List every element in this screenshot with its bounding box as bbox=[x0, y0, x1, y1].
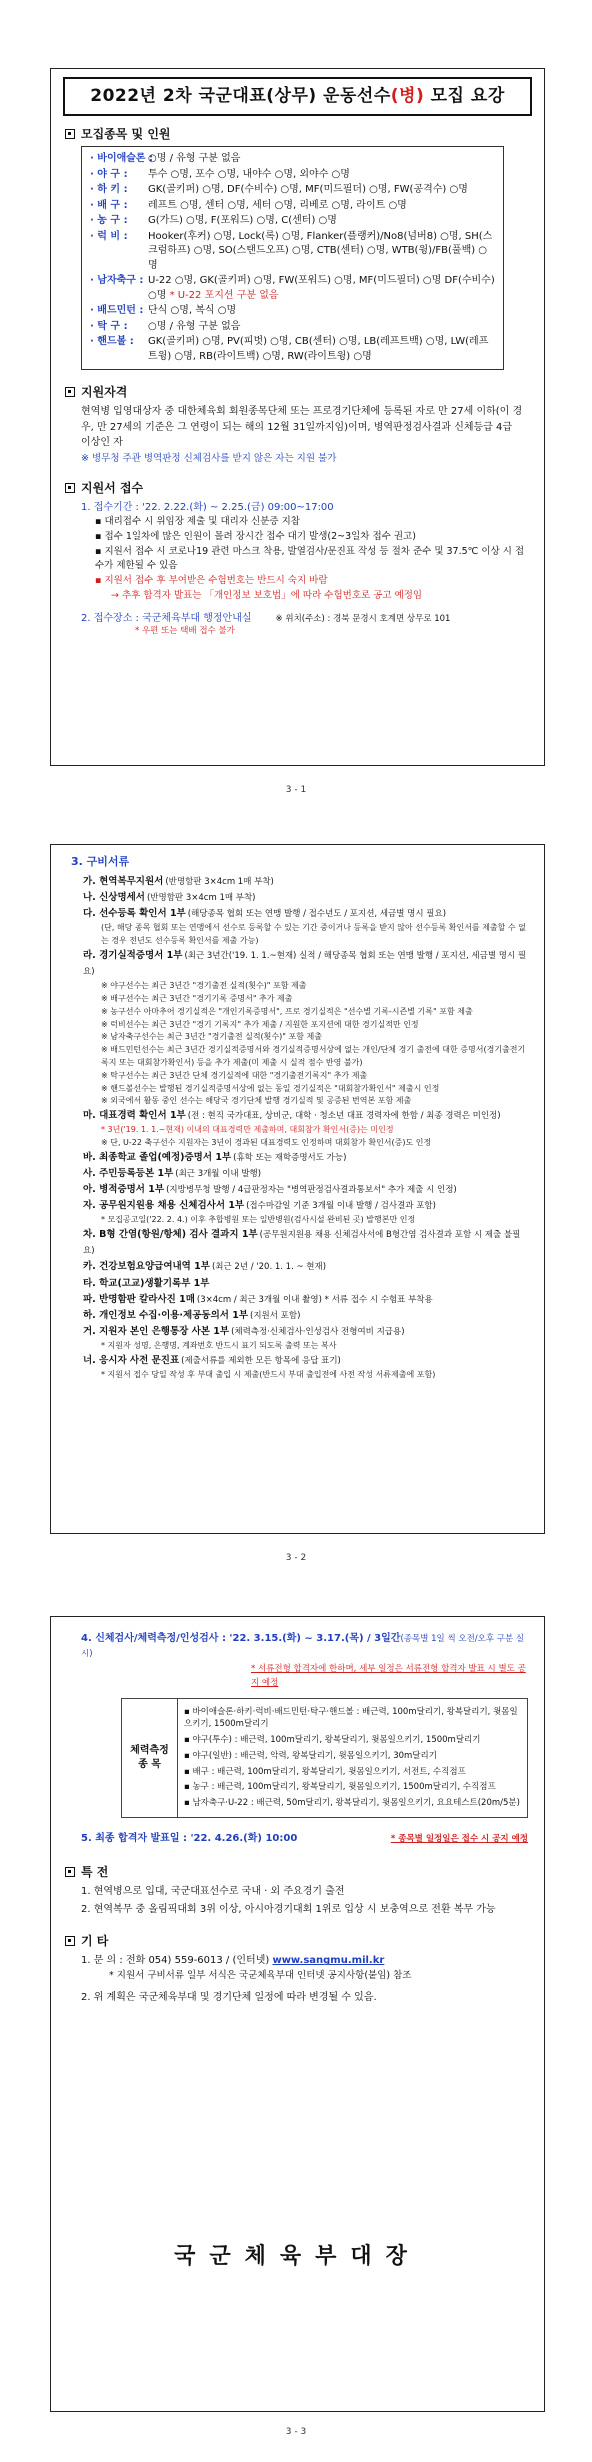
square-bullet-icon bbox=[65, 387, 75, 397]
recruit-row bbox=[90, 199, 495, 214]
doc-item: 다. 선수등록 확인서 1부 (해당종목 협회 또는 연맹 발행 / 접수년도 / 포지션, 세금별 명시 필요) bbox=[83, 908, 447, 920]
recruit-positions: 투수 ○명, 포수 ○명, 내야수 ○명, 외야수 ○명 bbox=[148, 168, 350, 180]
square-bullet-icon bbox=[65, 483, 75, 493]
document-title bbox=[63, 77, 532, 116]
page-2 bbox=[50, 844, 545, 1534]
doc-subnote: ※ 럭비선수는 최근 3년간 "경기 기록지" 추가 제출 / 지원한 포지션에 대한 경기실적만 인정 bbox=[101, 1019, 419, 1029]
recruit-row bbox=[90, 274, 495, 303]
fitness-rows bbox=[178, 1699, 527, 1817]
recruit-row bbox=[90, 230, 495, 274]
doc-item: 자. 공무원지원용 채용 신체검사서 1부 (접수마감일 기준 3개월 이내 발행 / 검사결과 포함) bbox=[83, 1200, 436, 1212]
recruit-positions: GK(골키퍼) ○명, DF(수비수) ○명, MF(미드필더) ○명, FW(공격수) ○명 bbox=[148, 184, 468, 196]
title-suffix: 모집 요강 bbox=[424, 86, 505, 106]
issuer-signature: 국군체육부대장 bbox=[174, 2244, 421, 2269]
doc-item: 라. 경기실적증명서 1부 (최근 3년간('19. 1. 1.~현재) 실적 / 해당종목 협회 또는 연맹 발행 / 포지션, 세금별 명시 필요) bbox=[83, 949, 527, 977]
recruit-positions: ○명 / 유형 구분 없음 bbox=[148, 320, 241, 332]
schedule-item: 4. 신체검사/체력측정/인성검사 : '22. 3.15.(화) ~ 3.17.(목) / 3일간 bbox=[81, 1633, 401, 1644]
fitness-label: 체력측정 종 목 bbox=[122, 1699, 178, 1817]
recruit-sport: · 배 구 : bbox=[90, 199, 128, 211]
doc-item: 거. 지원자 본인 은행통장 사본 1부 (체력측정·신체검사·인성검사 전형여비 지급용) bbox=[83, 1326, 405, 1338]
recruit-sport: · 남자축구 : bbox=[90, 275, 144, 287]
recruit-sport: · 바이애슬론 : bbox=[90, 153, 154, 165]
apply-red-note: ▪ 지원서 접수 후 부여받은 수험번호는 반드시 숙지 바람 bbox=[95, 575, 328, 587]
doc-subnote: * 모집공고일('22. 2. 4.) 이후 추합병원 또는 일반병원(검사시설 완비된 곳) 발행본만 인정 bbox=[101, 1215, 416, 1225]
schedule-tail: (종목별 1일 씩 오전/오후 구분 실시) bbox=[81, 1634, 525, 1660]
square-bullet-icon bbox=[65, 129, 75, 139]
apply-red-note-2: → 추후 합격자 발표는 「개인정보 보호법」에 따라 수험번호로 공고 예정임 bbox=[111, 589, 423, 601]
recruit-sport: · 핸드볼 : bbox=[90, 336, 134, 348]
doc-item: 타. 학교(고교)생활기록부 1부 bbox=[83, 1277, 210, 1289]
fitness-row: ▪ 바이애슬론·하키·럭비·배드민턴·탁구·핸드볼 : 배근력, 100m달리기, 왕복달리기, 윗몸일으키기, 1500m달리기 bbox=[184, 1706, 518, 1730]
docs-list bbox=[71, 874, 528, 1382]
doc-subnote: ※ 탁구선수는 최근 3년간 단체 경기실적에 대한 "경기출전기록지" 추가 제출 bbox=[101, 1070, 368, 1080]
docs-heading: 3. 구비서류 bbox=[71, 855, 130, 868]
change-notice: 2. 위 계획은 국군체육부대 및 경기단체 일정에 따라 변경될 수 있음. bbox=[81, 1991, 377, 2003]
qualification-text: 현역병 입영대상자 중 대한체육회 회원종목단체 또는 프로경기단체에 등록된 자로 만 27세 이하(이 경우, 만 27세의 기준은 그 연령이 되는 해의 12월 31일까지임)이며, 병역판정검사결과 신체등급 4급 이상인 자 bbox=[81, 406, 523, 449]
doc-item: 카. 건강보험요양급여내역 1부 (최근 2년 / '20. 1. 1. ~ 현재) bbox=[83, 1261, 327, 1273]
apply-item: ▪ 지원서 접수 시 코로나19 관련 마스크 착용, 발열검사/문진표 작성 등 절차 준수 및 37.5℃ 이상 시 접수가 제한될 수 있음 bbox=[95, 545, 525, 572]
doc-item: 파. 반명함판 칼라사진 1매 (3×4cm / 최근 3개월 이내 촬영) * 서류 접수 시 수험표 부착용 bbox=[83, 1293, 433, 1305]
doc-subnote: ※ 야구선수는 최근 3년간 "경기출전 실적(횟수)" 포함 제출 bbox=[101, 981, 307, 991]
apply-item: ▪ 대리접수 시 위임장 제출 및 대리자 신분증 지참 bbox=[95, 516, 300, 528]
doc-subnote: * 3년('19. 1. 1.~현재) 이내의 대표경력만 제출하며, 대회참가 확인서(증)는 미인정 bbox=[101, 1125, 394, 1135]
recruit-box bbox=[81, 146, 504, 370]
recruit-sport: · 야 구 : bbox=[90, 168, 128, 180]
recruit-positions: 레프트 ○명, 센터 ○명, 세터 ○명, 리베로 ○명, 라이트 ○명 bbox=[148, 199, 407, 211]
doc-subnote: * 지원서 접수 당일 작성 후 부대 출입 시 제출(반드시 부대 출입전에 사전 작성 서류제출에 포함) bbox=[101, 1370, 436, 1380]
recruit-positions: G(가드) ○명, F(포워드) ○명, C(센터) ○명 bbox=[148, 215, 337, 227]
schedule-note: * 서류전형 합격자에 한하며, 세부 일정은 서류전형 합격자 발표 시 별도 공지 예정 bbox=[251, 1664, 526, 1688]
doc-item: 나. 신상명세서 (반명함판 3×4cm 1매 부착) bbox=[83, 891, 256, 903]
section-recruit: 모집종목 및 인원 bbox=[65, 126, 530, 142]
recruit-row bbox=[90, 335, 495, 364]
apply-address: ※ 위치(주소) : 경북 문경시 호계면 상무로 101 bbox=[275, 613, 451, 624]
fitness-table bbox=[121, 1698, 528, 1818]
title-main: 2022년 2차 국군대표(상무) 운동선수 bbox=[90, 86, 391, 106]
page-1 bbox=[50, 68, 545, 766]
final-result: 5. 최종 합격자 발표일 : '22. 4.26.(화) 10:00 bbox=[81, 1832, 298, 1844]
doc-item: 바. 최종학교 졸업(예정)증명서 1부 (휴학 또는 재학증명서도 가능) bbox=[83, 1151, 347, 1163]
doc-subnote: ※ 단, U-22 축구선수 지원자는 3년이 경과된 대표경력도 인정하며 대회참가 확인서(증)도 인정 bbox=[101, 1138, 432, 1148]
section-qualification: 지원자격 bbox=[65, 384, 530, 400]
section-etc: 기 타 bbox=[65, 1933, 530, 1949]
square-bullet-icon bbox=[65, 1936, 75, 1946]
apply-place: 2. 접수장소 : 국군체육부대 행정안내실 bbox=[81, 612, 252, 624]
recruit-positions: 단식 ○명, 복식 ○명 bbox=[148, 305, 237, 317]
doc-subnote: ※ 외국에서 활동 중인 선수는 해당국 경기단체 발행 경기실적 및 공증된 번역본 포함 제출 bbox=[101, 1096, 412, 1106]
recruit-sport: · 탁 구 : bbox=[90, 320, 128, 332]
doc-item: 너. 응시자 사전 문진표 (제출서류를 제외한 모든 항목에 응답 표기) bbox=[83, 1354, 341, 1366]
fitness-row: ▪ 농구 : 배근력, 100m달리기, 왕복달리기, 윗몸일으키기, 1500m달리기, 수직점프 bbox=[184, 1782, 496, 1793]
recruit-sport: · 농 구 : bbox=[90, 215, 128, 227]
fitness-row: ▪ 야구(투수) : 배근력, 100m달리기, 왕복달리기, 윗몸일으키기, 1500m달리기 bbox=[184, 1735, 481, 1746]
fitness-row: ▪ 남자축구·U-22 : 배근력, 50m달리기, 왕복달리기, 윗몸일으키기, 요요테스트(20m/5분) bbox=[184, 1798, 520, 1809]
doc-item: 마. 대표경력 확인서 1부 (전 : 현직 국가대표, 상비군, 대학 · 청소년 대표 경력자에 한함 / 최종 경력은 미인정) bbox=[83, 1110, 501, 1122]
recruit-row bbox=[90, 214, 495, 229]
recruit-row bbox=[90, 304, 495, 319]
doc-subnote: ※ 남자축구선수는 최근 3년간 "경기출전 실적(횟수)" 포함 제출 bbox=[101, 1032, 322, 1042]
recruit-row bbox=[90, 183, 495, 198]
recruit-positions: ○명 / 유형 구분 없음 bbox=[148, 153, 241, 165]
perk-item: 1. 현역병으로 입대, 국군대표선수로 국내 · 외 주요경기 출전 bbox=[81, 1886, 345, 1898]
apply-item: ▪ 접수 1일차에 많은 인원이 몰려 장시간 접수 대기 발생(2~3일차 접수 권고) bbox=[95, 531, 416, 543]
doc-item: 사. 주민등록등본 1부 (최근 3개월 이내 발행) bbox=[83, 1167, 262, 1179]
doc-subnote: ※ 핸드볼선수는 발행된 경기실적증명서상에 없는 동일 경기실적은 "대회참가확인서" 제출시 인정 bbox=[101, 1083, 440, 1093]
recruit-positions: U-22 ○명, GK(골키퍼) ○명, FW(포워드) ○명, MF(미드필더) ○명 DF(수비수) ○명 * U-22 포지션 구분 없음 bbox=[148, 275, 495, 301]
square-bullet-icon bbox=[65, 1867, 75, 1877]
recruit-row bbox=[90, 320, 495, 335]
doc-subnote: ※ 배드민턴선수는 최근 3년간 경기실적증명서와 경기실적증명서상에 없는 개인/단체 경기 출전에 대한 증명서(경기출전기록지 또는 대회참가확인서) 등을 추가 제출(미 제출 시 실적 점수 반영 불가) bbox=[101, 1045, 526, 1067]
recruit-sport: · 하 키 : bbox=[90, 184, 128, 196]
contact-note: * 지원서 구비서류 일부 서식은 국군체육부대 인터넷 공지사항(붙임) 참조 bbox=[109, 1969, 412, 1981]
doc-item: 하. 개인정보 수집·이용·제공동의서 1부 (지원서 포함) bbox=[83, 1309, 301, 1321]
doc-item: 가. 현역복무지원서 (반명함판 3×4cm 1매 부착) bbox=[83, 875, 274, 887]
recruit-positions: GK(골키퍼) ○명, PV(피벗) ○명, CB(센터) ○명, LB(레프트백) ○명, LW(레프트윙) ○명, RB(라이트백) ○명, RW(라이트윙) ○명 bbox=[148, 336, 489, 362]
page-number: 3 - 1 bbox=[285, 785, 307, 795]
final-result-note: * 종목별 일정일은 접수 시 공지 예정 bbox=[390, 1833, 528, 1844]
doc-subnote: ※ 배구선수는 최근 3년간 "경기기록 증명서" 추가 제출 bbox=[101, 993, 293, 1003]
recruit-sport: · 배드민턴 : bbox=[90, 305, 144, 317]
doc-subnote: (단, 해당 종목 협회 또는 연맹에서 선수로 등록할 수 있는 기간 중이거나 등록을 받지 않아 선수등록 확인서를 제출할 수 없는 경우 전년도 선수등록 확인서를 제출 가능) bbox=[101, 923, 526, 946]
recruit-row bbox=[90, 152, 495, 167]
section-perks: 특 전 bbox=[65, 1864, 530, 1880]
apply-period: 1. 접수기간 : '22. 2.22.(화) ~ 2.25.(금) 09:00~17:00 bbox=[81, 501, 334, 513]
title-red: (병) bbox=[390, 86, 425, 106]
doc-subnote: * 지원자 성명, 은행명, 계좌번호 반드시 표기 되도록 출력 또는 복사 bbox=[101, 1341, 337, 1351]
fitness-row: ▪ 배구 : 배근력, 100m달리기, 왕복달리기, 윗몸일으키기, 서전트, 수직점프 bbox=[184, 1766, 466, 1777]
fitness-row: ▪ 야구(일반) : 배근력, 악력, 왕복달리기, 윗몸일으키기, 30m달리기 bbox=[184, 1750, 437, 1761]
recruit-positions: Hooker(후커) ○명, Lock(록) ○명, Flanker(플랭커)/No8(넘버8) ○명, SH(스크럼하프) ○명, SO(스탠드오프) ○명, CTB(센터) ○명, WTB(윙)/FB(풀백) ○명 bbox=[148, 230, 493, 271]
page-number: 3 - 3 bbox=[285, 2427, 307, 2437]
recruit-row bbox=[90, 168, 495, 183]
apply-place-note: * 우편 또는 택배 접수 불가 bbox=[135, 626, 235, 637]
recruit-sport: · 럭 비 : bbox=[90, 230, 128, 242]
website-link[interactable]: www.sangmu.mil.kr bbox=[272, 1955, 385, 1967]
contact-info: 1. 문 의 : 전화 054) 559-6013 / (인터넷) bbox=[81, 1955, 273, 1967]
recruit-red-note: * U-22 포지션 구분 없음 bbox=[169, 289, 279, 301]
doc-item: 차. B형 간염(항원/항체) 검사 결과지 1부 (공무원지원용 채용 신체검사서에 B형간염 검사결과 포함 시 제출 불필요) bbox=[83, 1229, 521, 1257]
perk-item: 2. 현역복무 중 올림픽대회 3위 이상, 아시아경기대회 1위로 입상 시 보충역으로 전환 복무 가능 bbox=[81, 1903, 496, 1915]
qualification-note: ※ 병무청 주관 병역판정 신체검사를 받지 않은 자는 지원 불가 bbox=[81, 452, 337, 464]
page-number: 3 - 2 bbox=[285, 1553, 307, 1563]
page-3 bbox=[50, 1616, 545, 2412]
section-apply: 지원서 접수 bbox=[65, 480, 530, 496]
doc-item: 아. 병적증명서 1부 (지방병무청 발행 / 4급판정자는 "병역판정검사결과통보서" 추가 제출 시 인정) bbox=[83, 1184, 457, 1196]
doc-subnote: ※ 농구선수 아마추어 경기실적은 "개인기록증명서", 프로 경기실적은 "선수별 기록-시즌별 기록" 포함 제출 bbox=[101, 1006, 473, 1016]
